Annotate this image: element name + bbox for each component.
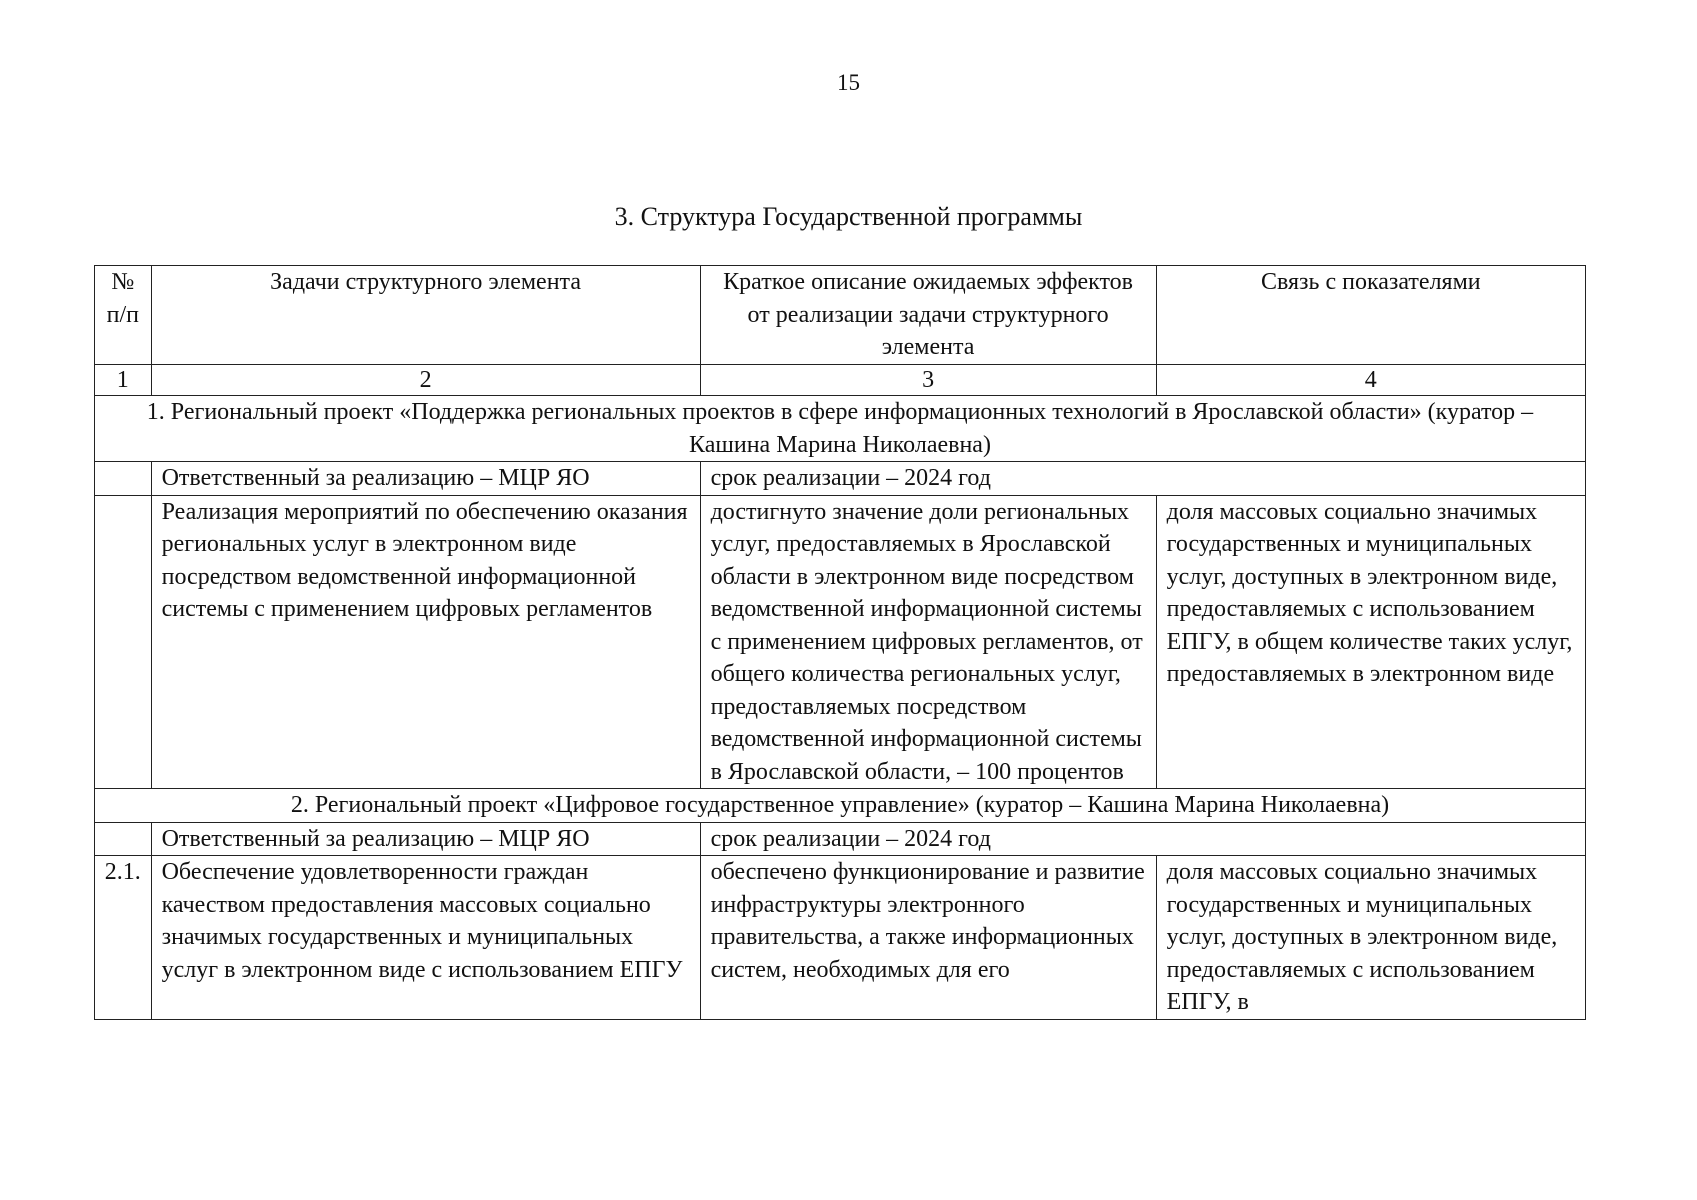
project-1-responsible-row	[95, 462, 1586, 496]
section-title: 3. Структура Государственной программы	[614, 202, 1083, 231]
header-task: Задачи структурного элемента	[151, 266, 700, 365]
column-number: 2	[151, 365, 700, 396]
project-2-task-row	[95, 856, 1586, 1020]
table-header-row	[95, 266, 1586, 365]
column-number: 1	[95, 365, 152, 396]
project-2-task-index: 2.1.	[95, 856, 152, 1020]
project-2-title: 2. Региональный проект «Цифровое государственное управление» (куратор – Кашина Марина Николаевна)	[95, 789, 1586, 823]
empty-cell	[95, 822, 152, 856]
project-1-responsible: Ответственный за реализацию – МЦР ЯО	[151, 462, 700, 496]
header-indicator: Связь с показателями	[1156, 266, 1585, 365]
project-1-deadline: срок реализации – 2024 год	[700, 462, 1585, 496]
project-2-responsible: Ответственный за реализацию – МЦР ЯО	[151, 822, 700, 856]
project-1-title-row	[95, 396, 1586, 462]
project-2-title-row	[95, 789, 1586, 823]
project-1-task-index	[95, 495, 152, 789]
page-number: 15	[837, 70, 860, 95]
project-1-indicator: доля массовых социально значимых государственных и муниципальных услуг, доступных в электронном виде, предоставляемых с использованием ЕПГУ, в общем количестве таких услуг, предоставляемых в электронном виде	[1156, 495, 1585, 789]
project-2-deadline: срок реализации – 2024 год	[700, 822, 1585, 856]
project-1-task-row	[95, 495, 1586, 789]
project-1-effect: достигнуто значение доли региональных услуг, предоставляемых в Ярославской области в электронном виде посредством ведомственной информационной системы с применением цифровых регламентов, от общего количества региональных услуг, предоставляемых посредством ведомственной информационной системы в Ярославской области, – 100 процентов	[700, 495, 1156, 789]
project-1-title: 1. Региональный проект «Поддержка региональных проектов в сфере информационных технологий в Ярославской области» (куратор – Кашина Марина Николаевна)	[95, 396, 1586, 462]
project-2-task: Обеспечение удовлетворенности граждан качеством предоставления массовых социально значимых государственных и муниципальных услуг в электронном виде с использованием ЕПГУ	[151, 856, 700, 1020]
column-numbers-row	[95, 365, 1586, 396]
empty-cell	[95, 462, 152, 496]
header-number: № п/п	[95, 266, 152, 365]
project-2-effect: обеспечено функционирование и развитие инфраструктуры электронного правительства, а также информационных систем, необходимых для его	[700, 856, 1156, 1020]
column-number: 4	[1156, 365, 1585, 396]
column-number: 3	[700, 365, 1156, 396]
structure-table	[94, 265, 1586, 1020]
project-2-responsible-row	[95, 822, 1586, 856]
project-1-task: Реализация мероприятий по обеспечению оказания региональных услуг в электронном виде посредством ведомственной информационной системы с применением цифровых регламентов	[151, 495, 700, 789]
project-2-indicator: доля массовых социально значимых государственных и муниципальных услуг, доступных в электронном виде, предоставляемых с использованием ЕПГУ, в	[1156, 856, 1585, 1020]
header-effect: Краткое описание ожидаемых эффектов от реализации задачи структурного элемента	[700, 266, 1156, 365]
